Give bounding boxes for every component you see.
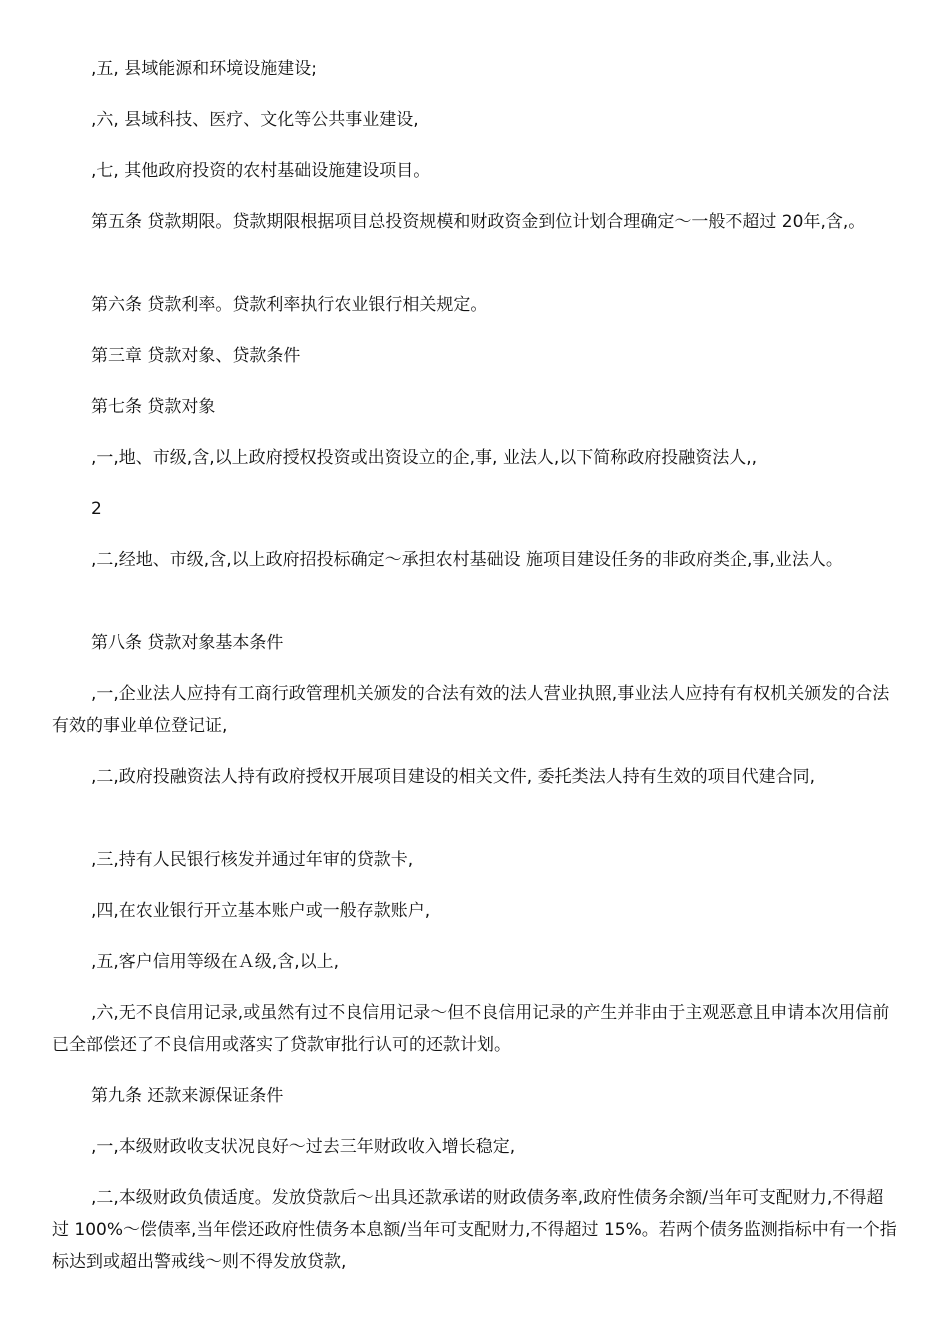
paragraph-article-7-item-2: ,二,经地、市级,含,以上政府招投标确定～承担农村基础设 施项目建设任务的非政府类企,事,业法人。 [91, 550, 843, 570]
paragraph-article-9-item-2: ,二,本级财政负债适度。发放贷款后～出具还款承诺的财政债务率,政府性债务余额/当年可支配财力,不得超过 100%～偿债率,当年偿还政府性债务本息额/当年可支配财力,不得超过 15%。若两个债务监测指标中有一个指标达到或超出警戒线～则不得发放贷款, [52, 1188, 897, 1272]
paragraph-article-5: 第五条 贷款期限。贷款期限根据项目总投资规模和财政资金到位计划合理确定～一般不超过 20年,含,。 [91, 212, 866, 232]
paragraph-article-8-item-4: ,四,在农业银行开立基本账户或一般存款账户, [91, 901, 431, 921]
paragraph-article-9-item-1: ,一,本级财政收支状况良好～过去三年财政收入增长稳定, [91, 1137, 516, 1157]
paragraph-article-7-item-1: ,一,地、市级,含,以上政府授权投资或出资设立的企,事, 业法人,以下简称政府投融资法人,, [91, 448, 758, 468]
paragraph-article-8: 第八条 贷款对象基本条件 [91, 633, 284, 653]
paragraph-article-8-item-6: ,六,无不良信用记录,或虽然有过不良信用记录～但不良信用记录的产生并非由于主观恶意且申请本次用信前已全部偿还了不良信用或落实了贷款审批行认可的还款计划。 [52, 1003, 890, 1055]
chapter-3-heading: 第三章 贷款对象、贷款条件 [91, 346, 301, 366]
paragraph-article-8-item-5: ,五,客户信用等级在Ａ级,含,以上, [91, 952, 340, 972]
paragraph-article-9: 第九条 还款来源保证条件 [91, 1086, 284, 1106]
paragraph-item-5-energy: ,五, 县域能源和环境设施建设; [91, 59, 317, 79]
paragraph-article-8-item-3: ,三,持有人民银行核发并通过年审的贷款卡, [91, 850, 414, 870]
page-number: 2 [91, 499, 102, 519]
paragraph-item-6-public: ,六, 县域科技、医疗、文化等公共事业建设, [91, 110, 419, 130]
paragraph-article-8-item-2: ,二,政府投融资法人持有政府授权开展项目建设的相关文件, 委托类法人持有生效的项目代建合同, [91, 767, 816, 787]
paragraph-article-7: 第七条 贷款对象 [91, 397, 216, 417]
paragraph-article-6: 第六条 贷款利率。贷款利率执行农业银行相关规定。 [91, 295, 488, 315]
paragraph-article-8-item-1: ,一,企业法人应持有工商行政管理机关颁发的合法有效的法人营业执照,事业法人应持有有权机关颁发的合法有效的事业单位登记证, [52, 684, 890, 736]
paragraph-item-7-other: ,七, 其他政府投资的农村基础设施建设项目。 [91, 161, 431, 181]
